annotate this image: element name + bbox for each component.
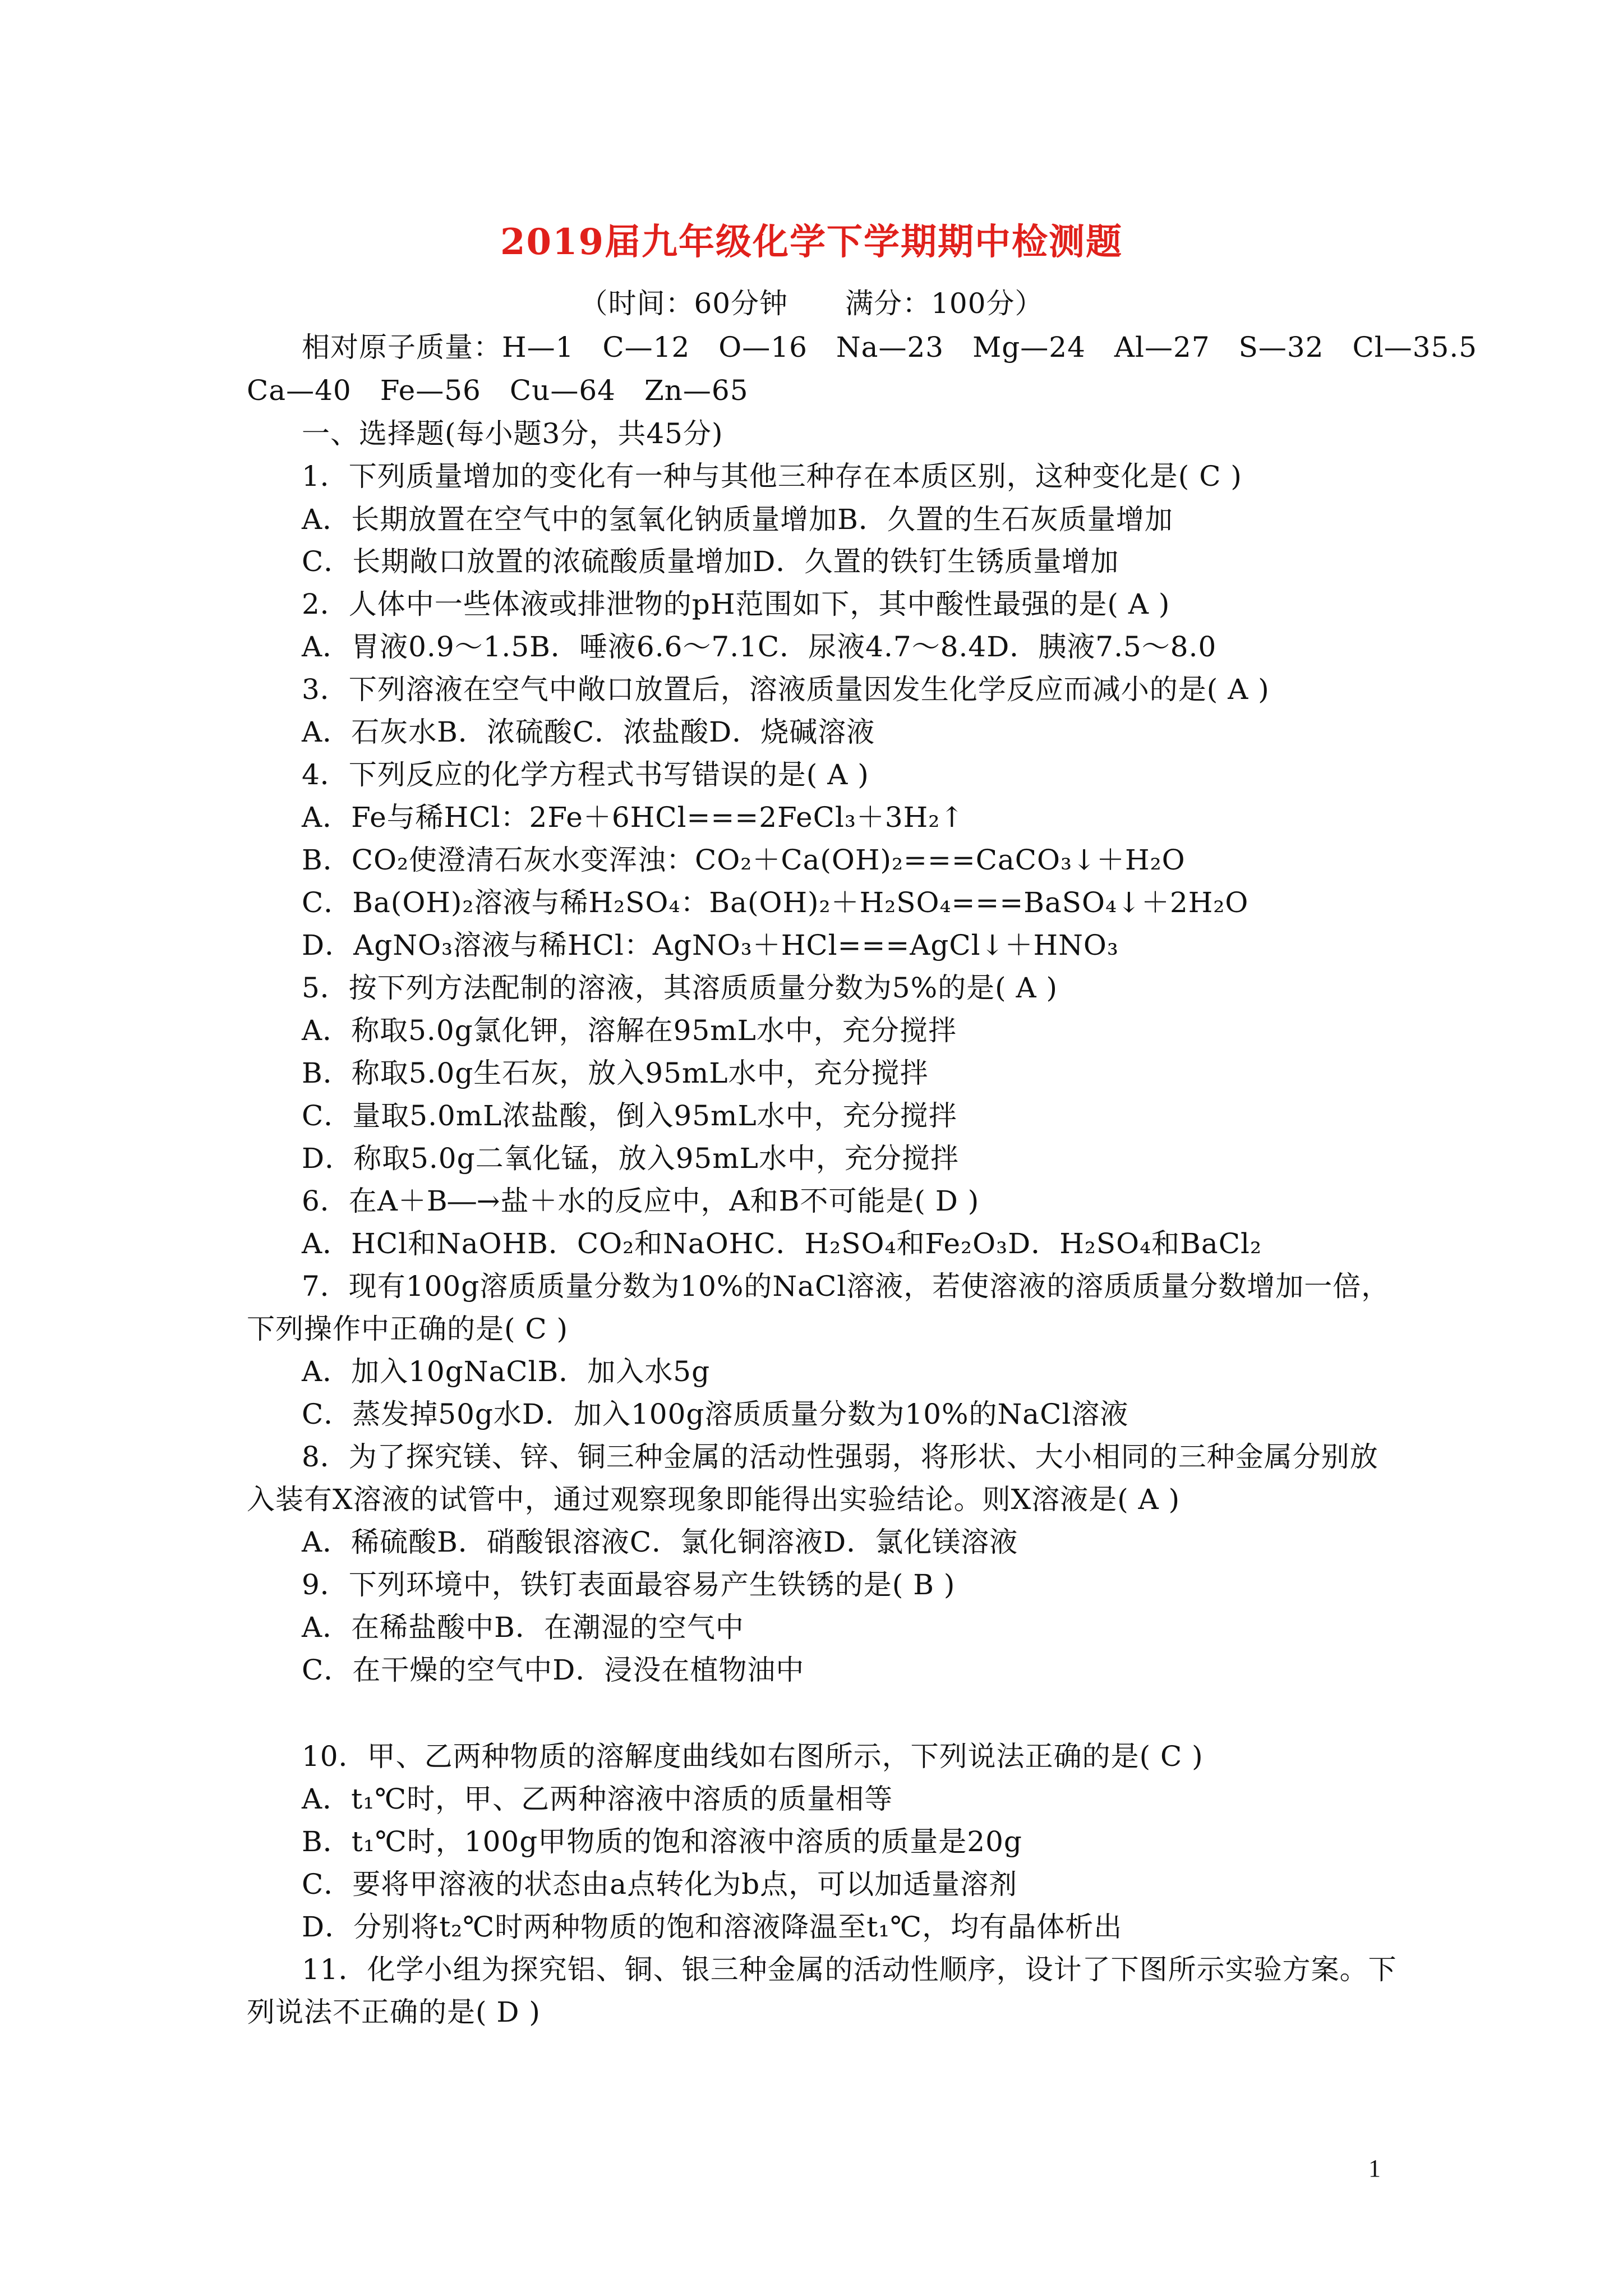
page-number: 1: [1368, 2155, 1381, 2182]
question-3: 3．下列溶液在空气中敞口放置后，溶液质量因发生化学反应而减小的是( A ): [302, 673, 1270, 706]
question-8: 8．为了探究镁、锌、铜三种金属的活动性强弱，将形状、大小相同的三种金属分别放: [302, 1441, 1378, 1473]
question-5: 5．按下列方法配制的溶液，其溶质质量分数为5%的是( A ): [302, 972, 1058, 1004]
question-7: 7．现有100g溶质质量分数为10%的NaCl溶液，若使溶液的溶质质量分数增加一倍，: [302, 1270, 1390, 1303]
question-1-options-cd: C．长期敞口放置的浓硫酸质量增加D．久置的铁钉生锈质量增加: [302, 545, 1119, 578]
question-6: 6．在A＋B―→盐＋水的反应中，A和B不可能是( D ): [302, 1185, 980, 1217]
question-5-option-b: B．称取5.0g生石灰，放入95mL水中，充分搅拌: [302, 1057, 929, 1089]
question-7-continued: 下列操作中正确的是( C ): [247, 1313, 569, 1345]
question-4: 4．下列反应的化学方程式书写错误的是( A ): [302, 758, 869, 791]
question-4-option-d: D．AgNO₃溶液与稀HCl：AgNO₃＋HCl===AgCl↓＋HNO₃: [302, 929, 1119, 961]
page-title: 2019届九年级化学下学期期中检测题: [500, 221, 1123, 263]
question-10-option-b: B．t₁℃时，100g甲物质的饱和溶液中溶质的质量是20g: [302, 1825, 1022, 1858]
question-9-options-cd: C．在干燥的空气中D．浸没在植物油中: [302, 1654, 805, 1686]
question-10-option-c: C．要将甲溶液的状态由a点转化为b点，可以加适量溶剂: [302, 1868, 1018, 1901]
question-10-option-d: D．分别将t₂℃时两种物质的饱和溶液降温至t₁℃，均有晶体析出: [302, 1911, 1123, 1943]
question-6-options: A．HCl和NaOHB．CO₂和NaOHC．H₂SO₄和Fe₂O₃D．H₂SO₄和BaCl₂: [302, 1227, 1262, 1260]
question-1-options-ab: A．长期放置在空气中的氢氧化钠质量增加B．久置的生石灰质量增加: [302, 503, 1173, 536]
atomic-mass-line-2: Ca—40 Fe—56 Cu—64 Zn—65: [247, 374, 749, 407]
question-5-option-a: A．称取5.0g氯化钾，溶解在95mL水中，充分搅拌: [302, 1014, 957, 1047]
question-3-options: A．石灰水B．浓硫酸C．浓盐酸D．烧碱溶液: [302, 716, 875, 748]
exam-info: （时间：60分钟 满分：100分）: [579, 287, 1044, 320]
question-10: 10．甲、乙两种物质的溶解度曲线如右图所示，下列说法正确的是( C ): [302, 1740, 1204, 1773]
question-8-options: A．稀硫酸B．硝酸银溶液C．氯化铜溶液D．氯化镁溶液: [302, 1526, 1018, 1558]
question-11-continued: 列说法不正确的是( D ): [247, 1996, 541, 2028]
question-7-options-cd: C．蒸发掉50g水D．加入100g溶质质量分数为10%的NaCl溶液: [302, 1398, 1129, 1430]
question-11: 11．化学小组为探究铝、铜、银三种金属的活动性顺序，设计了下图所示实验方案。下: [302, 1953, 1397, 1986]
question-5-option-d: D．称取5.0g二氧化锰，放入95mL水中，充分搅拌: [302, 1142, 959, 1175]
section-heading: 一、选择题(每小题3分，共45分): [302, 417, 723, 450]
question-7-options-ab: A．加入10gNaClB．加入水5g: [302, 1355, 711, 1388]
question-2: 2．人体中一些体液或排泄物的pH范围如下，其中酸性最强的是( A ): [302, 588, 1170, 620]
question-4-option-b: B．CO₂使澄清石灰水变浑浊：CO₂＋Ca(OH)₂===CaCO₃↓＋H₂O: [302, 844, 1186, 876]
question-1: 1．下列质量增加的变化有一种与其他三种存在本质区别，这种变化是( C ): [302, 460, 1242, 493]
question-8-continued: 入装有X溶液的试管中，通过观察现象即能得出实验结论。则X溶液是( A ): [247, 1483, 1181, 1516]
question-2-options: A．胃液0.9～1.5B．唾液6.6～7.1C．尿液4.7～8.4D．胰液7.5～8.0: [302, 631, 1217, 663]
question-9: 9．下列环境中，铁钉表面最容易产生铁锈的是( B ): [302, 1568, 956, 1601]
atomic-mass-line-1: 相对原子质量：H—1 C—12 O—16 Na—23 Mg—24 Al—27 S—32 Cl—35.5: [302, 331, 1478, 364]
question-4-option-c: C．Ba(OH)₂溶液与稀H₂SO₄：Ba(OH)₂＋H₂SO₄===BaSO₄↓＋2H₂O: [302, 886, 1249, 919]
question-5-option-c: C．量取5.0mL浓盐酸，倒入95mL水中，充分搅拌: [302, 1099, 957, 1132]
question-4-option-a: A．Fe与稀HCl：2Fe＋6HCl===2FeCl₃＋3H₂↑: [302, 801, 965, 834]
question-10-option-a: A．t₁℃时，甲、乙两种溶液中溶质的质量相等: [302, 1783, 893, 1815]
question-9-options-ab: A．在稀盐酸中B．在潮湿的空气中: [302, 1611, 744, 1644]
